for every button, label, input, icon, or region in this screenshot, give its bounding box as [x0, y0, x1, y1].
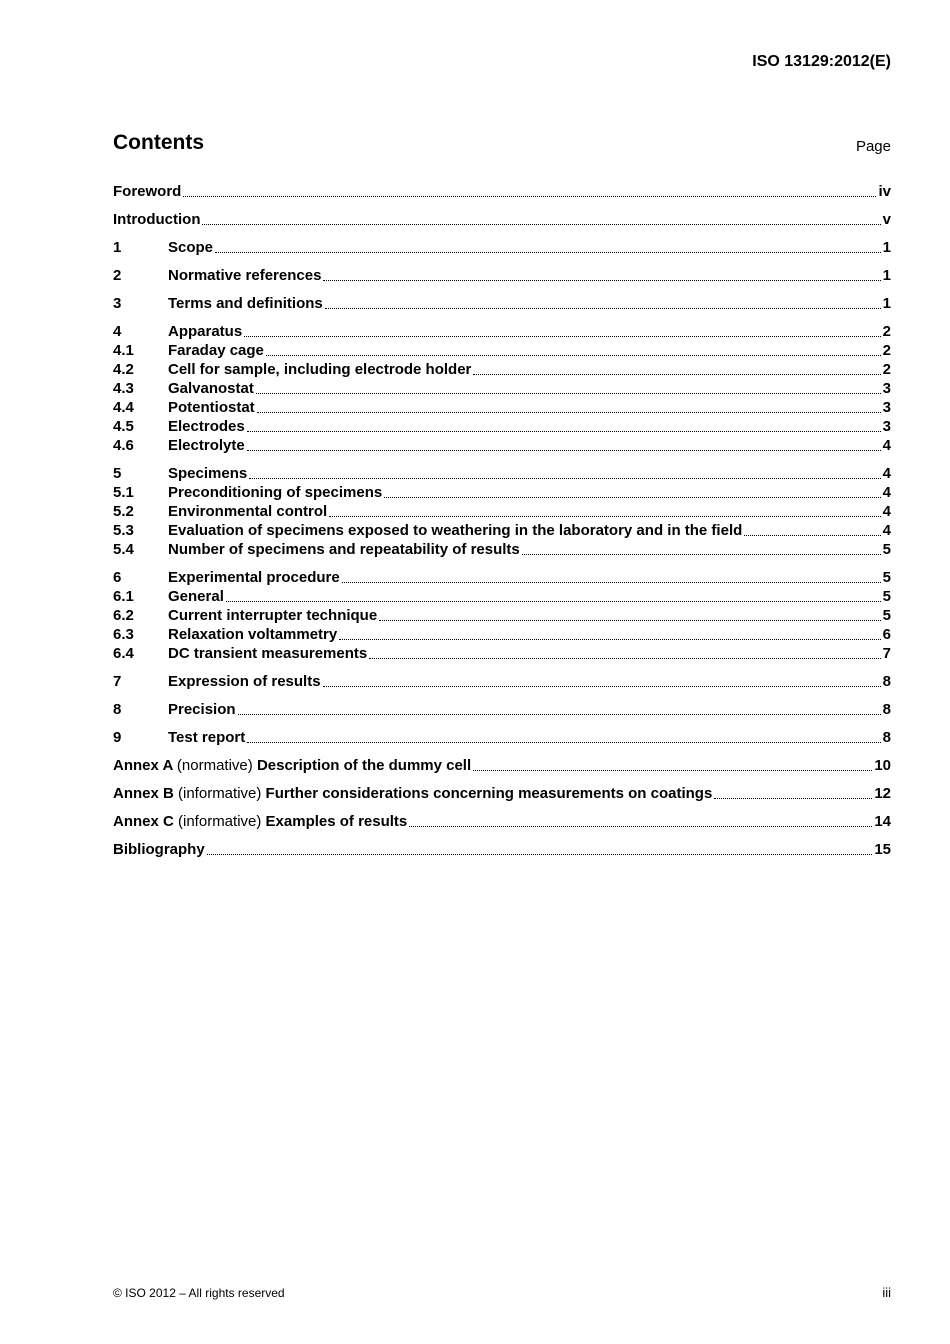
toc-entry-title: Environmental control	[168, 503, 328, 520]
toc-entry-number: 3	[113, 295, 122, 312]
toc-entry-title: General	[168, 588, 224, 605]
toc-entry-number: 5.1	[113, 484, 134, 501]
toc-entry-page: 2	[882, 361, 891, 378]
toc-entry[interactable]	[113, 210, 891, 229]
toc-entry-number: 6.3	[113, 626, 134, 643]
toc-entry-title: Scope	[168, 239, 214, 256]
toc-entry[interactable]	[113, 606, 891, 625]
toc-entry-page: 3	[882, 418, 891, 435]
toc-entry-page: 5	[882, 588, 891, 605]
dot-leader	[249, 477, 880, 479]
toc-annex-entry[interactable]	[113, 784, 891, 803]
toc-entry-title: Terms and definitions	[168, 295, 323, 312]
toc-entry-title: Specimens	[168, 465, 248, 482]
toc-entry-page: 8	[882, 673, 891, 690]
dot-leader	[369, 657, 880, 659]
dot-leader	[266, 354, 881, 356]
copyright-notice: © ISO 2012 – All rights reserved	[113, 1286, 285, 1300]
toc-entry-number: 6.1	[113, 588, 134, 605]
dot-leader	[256, 392, 881, 394]
toc-entry-number: 7	[113, 673, 122, 690]
dot-leader	[215, 251, 881, 253]
toc-bibliography-entry[interactable]	[113, 840, 891, 859]
dot-leader	[473, 373, 880, 375]
toc-entry-number: 4.6	[113, 437, 134, 454]
dot-leader	[339, 638, 880, 640]
toc-entry-title: Faraday cage	[168, 342, 264, 359]
toc-entry-page: 6	[882, 626, 891, 643]
toc-entry-page: 14	[874, 813, 891, 830]
toc-entry-title: Introduction	[113, 211, 201, 228]
dot-leader	[202, 223, 880, 225]
toc-entry-number: 9	[113, 729, 122, 746]
annex-title: Further considerations concerning measurements on coatings	[265, 785, 713, 802]
toc-entry-title: Potentiostat	[168, 399, 255, 416]
annex-type: (informative)	[178, 813, 262, 830]
dot-leader	[244, 335, 880, 337]
dot-leader	[247, 741, 880, 743]
toc-entry-number: 5	[113, 465, 122, 482]
toc-entry-number: 6.2	[113, 607, 134, 624]
dot-leader	[247, 449, 881, 451]
toc-entry[interactable]	[113, 568, 891, 587]
toc-entry-page: 4	[882, 465, 891, 482]
toc-entry-title: Test report	[168, 729, 246, 746]
toc-entry-title: Relaxation voltammetry	[168, 626, 338, 643]
table-of-contents	[113, 182, 891, 859]
toc-entry-title: Precision	[168, 701, 236, 718]
toc-annex-title-group	[113, 812, 407, 831]
toc-entry-title: Cell for sample, including electrode holder	[168, 361, 472, 378]
dot-leader	[409, 825, 872, 827]
toc-entry-title: Normative references	[168, 267, 322, 284]
toc-entry-title: Number of specimens and repeatability of results	[168, 541, 520, 558]
dot-leader	[323, 279, 880, 281]
toc-entry-page: iv	[878, 183, 891, 200]
toc-entry-page: v	[882, 211, 891, 228]
toc-entry-page: 12	[874, 785, 891, 802]
toc-entry-page: 1	[882, 295, 891, 312]
toc-entry-number: 2	[113, 267, 122, 284]
toc-entry[interactable]	[113, 464, 891, 483]
dot-leader	[379, 619, 880, 621]
dot-leader	[238, 713, 881, 715]
toc-entry[interactable]	[113, 341, 891, 360]
toc-annex-entry[interactable]	[113, 756, 891, 775]
toc-entry-page: 4	[882, 437, 891, 454]
annex-label: Annex A	[113, 757, 173, 774]
annex-label: Annex C	[113, 813, 174, 830]
dot-leader	[183, 195, 876, 197]
toc-entry-page: 4	[882, 484, 891, 501]
toc-annex-entry[interactable]	[113, 812, 891, 831]
toc-entry-page: 1	[882, 267, 891, 284]
toc-entry-number: 5.4	[113, 541, 134, 558]
dot-leader	[247, 430, 881, 432]
dot-leader	[329, 515, 880, 517]
annex-type: (informative)	[178, 785, 262, 802]
toc-entry[interactable]	[113, 417, 891, 436]
annex-label: Annex B	[113, 785, 174, 802]
toc-entry[interactable]	[113, 398, 891, 417]
dot-leader	[226, 600, 881, 602]
toc-entry[interactable]	[113, 483, 891, 502]
toc-entry-title: Electrodes	[168, 418, 245, 435]
toc-entry-number: 6	[113, 569, 122, 586]
toc-entry-page: 2	[882, 323, 891, 340]
toc-entry-page: 5	[882, 569, 891, 586]
dot-leader	[473, 769, 872, 771]
toc-entry[interactable]	[113, 587, 891, 606]
toc-entry[interactable]	[113, 436, 891, 455]
toc-entry-page: 15	[874, 841, 891, 858]
toc-entry-number: 5.2	[113, 503, 134, 520]
annex-title: Description of the dummy cell	[256, 757, 472, 774]
toc-entry-title: Experimental procedure	[168, 569, 340, 586]
toc-entry-number: 4	[113, 323, 122, 340]
page-number: iii	[882, 1285, 891, 1300]
toc-entry-page: 8	[882, 701, 891, 718]
toc-entry[interactable]	[113, 644, 891, 663]
toc-entry-number: 1	[113, 239, 122, 256]
toc-entry-title: Expression of results	[168, 673, 321, 690]
dot-leader	[207, 853, 873, 855]
toc-entry-title: Foreword	[113, 183, 182, 200]
dot-leader	[257, 411, 881, 413]
toc-entry[interactable]	[113, 672, 891, 691]
toc-entry[interactable]	[113, 238, 891, 257]
toc-entry[interactable]	[113, 266, 891, 285]
toc-entry-page: 7	[882, 645, 891, 662]
toc-entry-number: 4.4	[113, 399, 134, 416]
toc-entry-title: DC transient measurements	[168, 645, 368, 662]
page-title: Contents	[113, 131, 204, 154]
toc-entry[interactable]	[113, 322, 891, 341]
toc-entry-page: 1	[882, 239, 891, 256]
toc-entry[interactable]	[113, 294, 891, 313]
toc-entry-page: 10	[874, 757, 891, 774]
dot-leader	[384, 496, 880, 498]
toc-entry-page: 5	[882, 607, 891, 624]
dot-leader	[714, 797, 872, 799]
toc-entry-page: 5	[882, 541, 891, 558]
toc-entry-number: 5.3	[113, 522, 134, 539]
dot-leader	[323, 685, 881, 687]
annex-type: (normative)	[176, 757, 253, 774]
page-column-label: Page	[855, 138, 891, 155]
toc-entry[interactable]	[113, 540, 891, 559]
toc-entry-title: Bibliography	[113, 841, 205, 858]
toc-entry-number: 4.3	[113, 380, 134, 397]
dot-leader	[522, 553, 881, 555]
toc-entry-title: Electrolyte	[168, 437, 245, 454]
toc-entry-page: 3	[882, 380, 891, 397]
toc-entry-number: 4.1	[113, 342, 134, 359]
toc-entry[interactable]	[113, 625, 891, 644]
toc-entry[interactable]	[113, 502, 891, 521]
toc-entry-number: 8	[113, 701, 122, 718]
dot-leader	[744, 534, 880, 536]
toc-entry-page: 2	[882, 342, 891, 359]
toc-entry-page: 8	[882, 729, 891, 746]
dot-leader	[342, 581, 881, 583]
toc-entry-page: 4	[882, 522, 891, 539]
toc-entry-number: 4.5	[113, 418, 134, 435]
toc-annex-title-group	[113, 756, 471, 775]
toc-entry[interactable]	[113, 700, 891, 719]
toc-entry-title: Preconditioning of specimens	[168, 484, 383, 501]
toc-entry-page: 4	[882, 503, 891, 520]
dot-leader	[325, 307, 881, 309]
toc-entry-page: 3	[882, 399, 891, 416]
toc-entry-title: Evaluation of specimens exposed to weathering in the laboratory and in the field	[168, 522, 743, 539]
toc-entry[interactable]	[113, 379, 891, 398]
toc-entry[interactable]	[113, 360, 891, 379]
toc-entry-title: Apparatus	[168, 323, 243, 340]
toc-entry[interactable]	[113, 521, 891, 540]
toc-entry-number: 6.4	[113, 645, 134, 662]
document-id: ISO 13129:2012(E)	[752, 53, 891, 70]
annex-title: Examples of results	[265, 813, 408, 830]
toc-entry-number: 4.2	[113, 361, 134, 378]
toc-entry[interactable]	[113, 182, 891, 201]
toc-annex-title-group	[113, 784, 712, 803]
toc-entry[interactable]	[113, 728, 891, 747]
toc-entry-title: Current interrupter technique	[168, 607, 378, 624]
toc-entry-title: Galvanostat	[168, 380, 254, 397]
